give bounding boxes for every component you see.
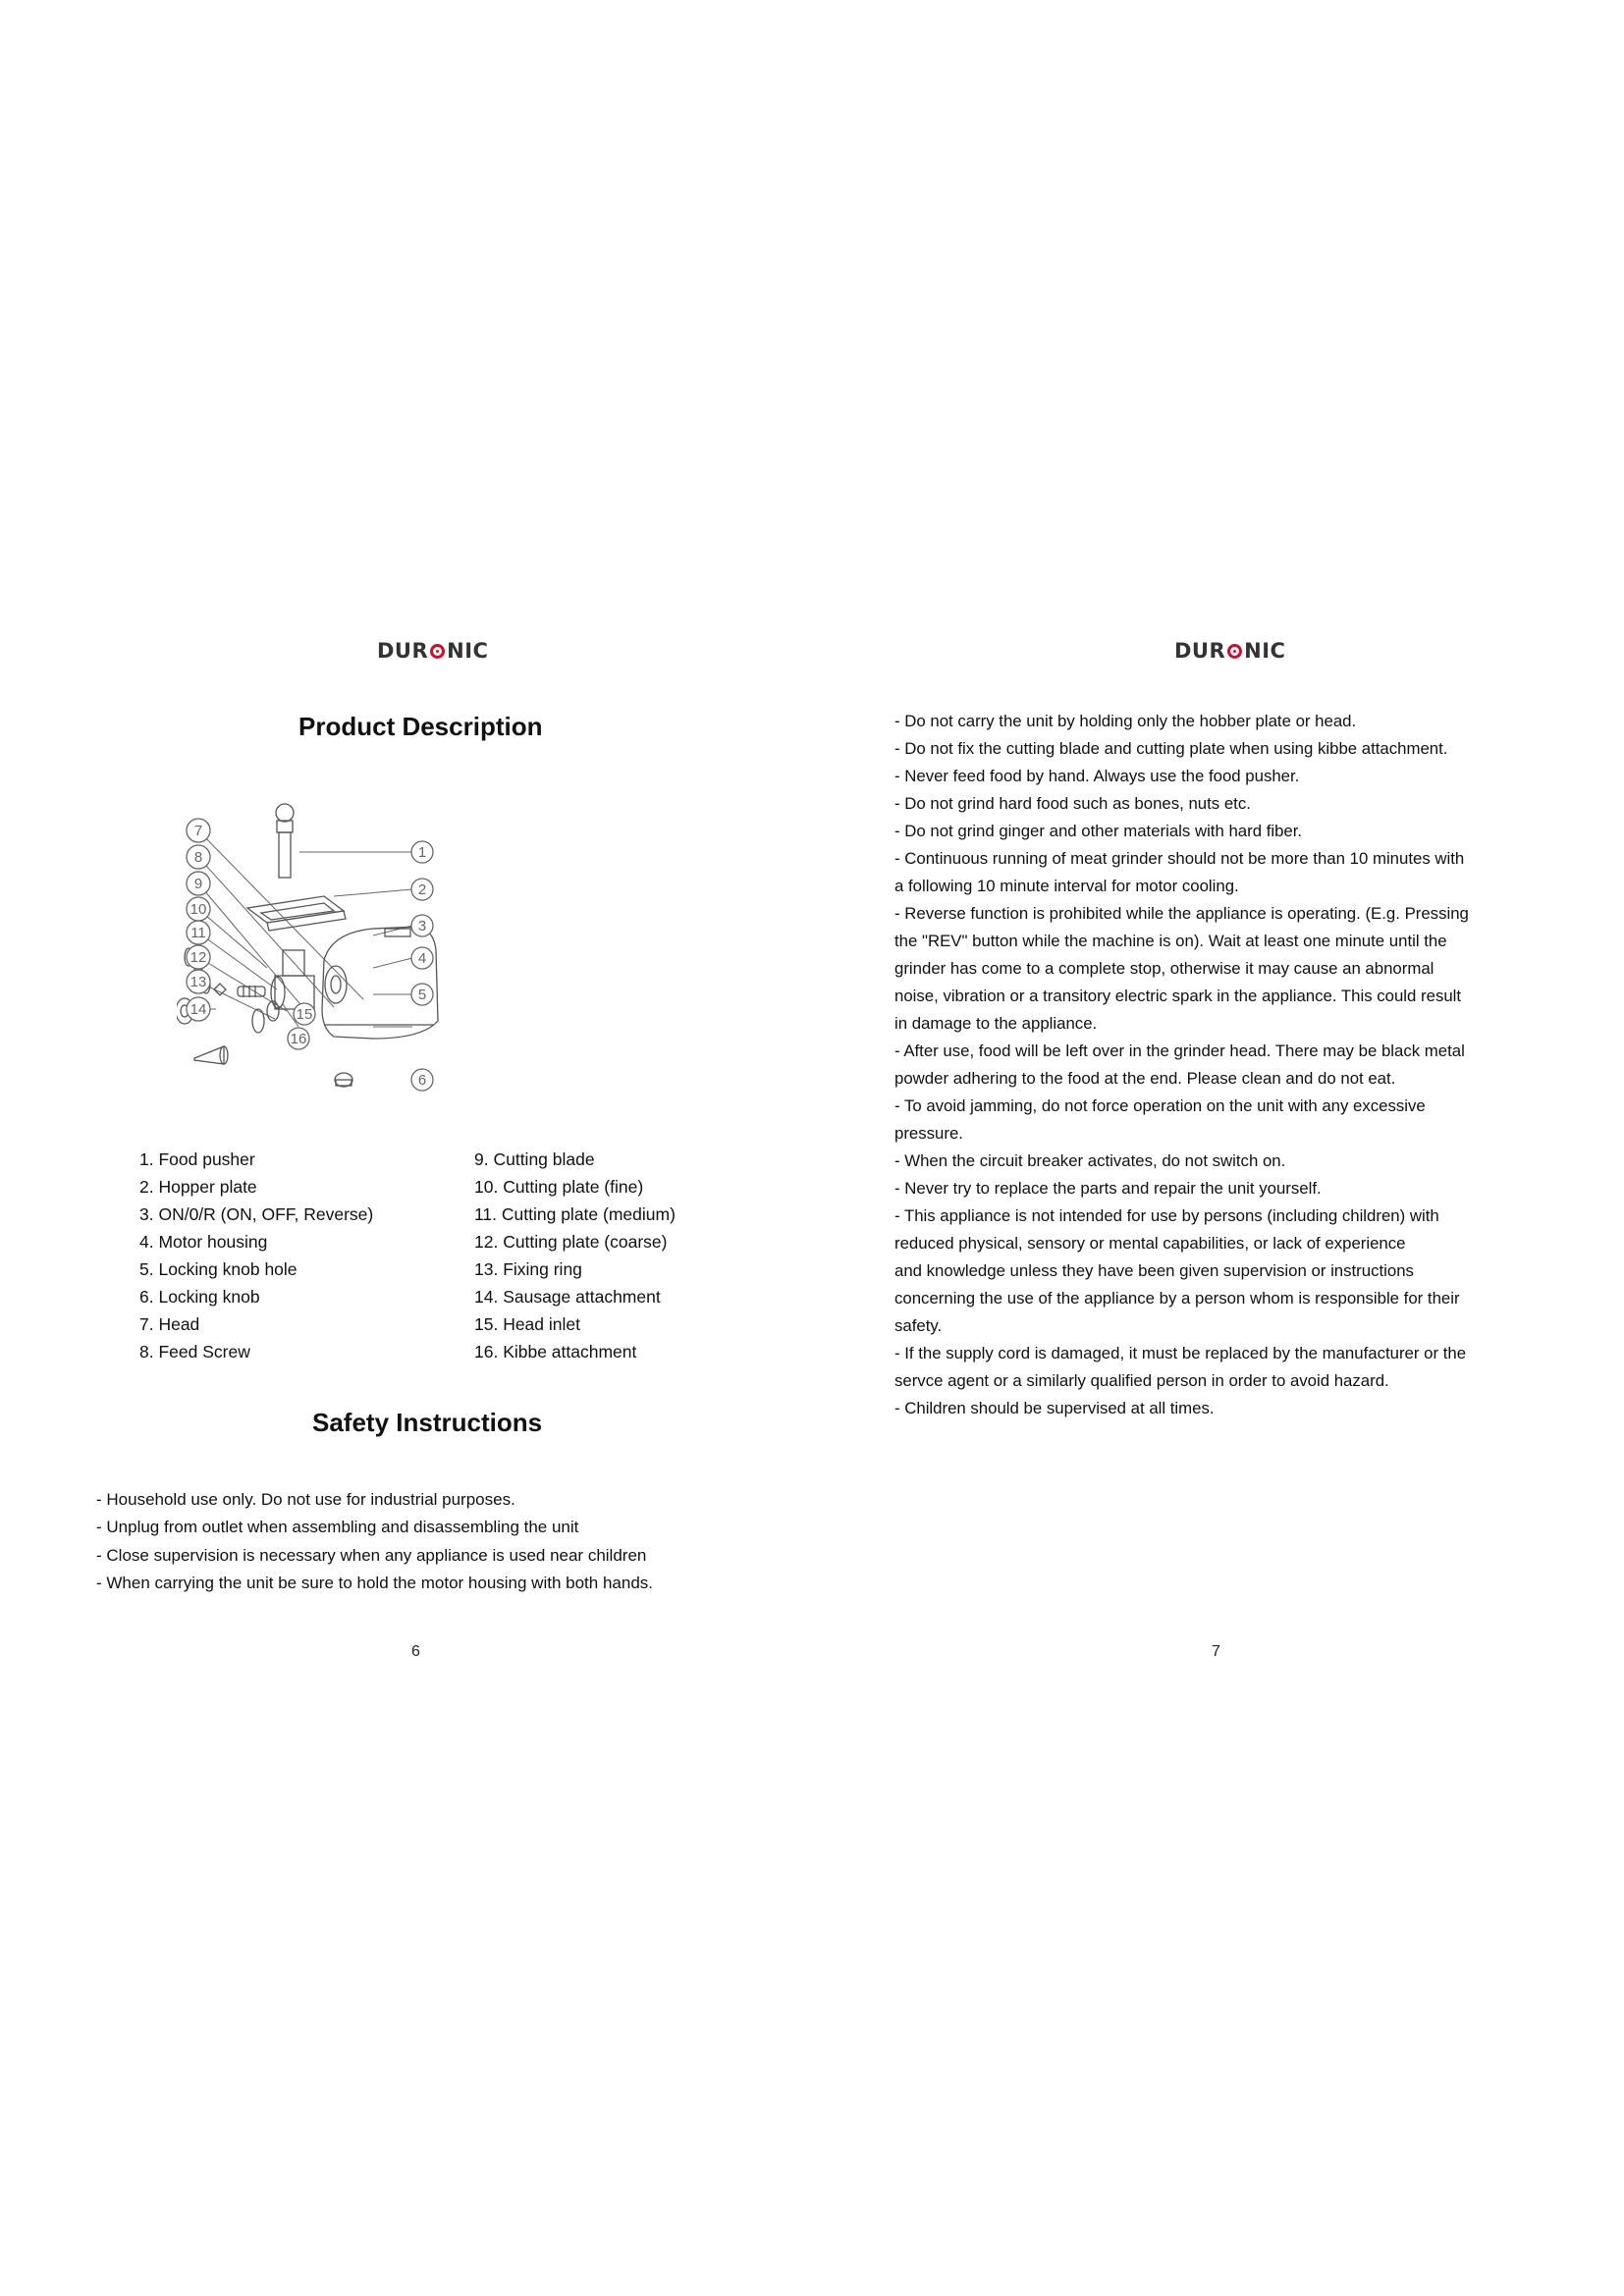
callout-6 [411, 1069, 433, 1091]
parts-list-item: 15. Head inlet [474, 1314, 580, 1334]
exploded-diagram [177, 803, 648, 1107]
safety-line: grinder has come to a complete stop, otherwise it may cause an abnormal [894, 959, 1435, 978]
safety-line: pressure. [894, 1124, 963, 1143]
parts-list-right [474, 1146, 676, 1365]
parts-list-item: 2. Hopper plate [139, 1177, 257, 1197]
safety-item: - Household use only. Do not use for industrial purposes. [96, 1490, 515, 1509]
svg-text:2: 2 [417, 881, 427, 898]
svg-text:4: 4 [417, 950, 427, 967]
svg-text:13: 13 [189, 974, 207, 990]
parts-list-item: 11. Cutting plate (medium) [474, 1204, 676, 1224]
svg-text:14: 14 [189, 1001, 207, 1018]
safety-line: in damage to the appliance. [894, 1014, 1098, 1033]
parts-list-item: 13. Fixing ring [474, 1259, 582, 1279]
safety-line: - When the circuit breaker activates, do not switch on. [894, 1151, 1286, 1170]
callout-2 [411, 879, 433, 900]
logo-prefix: DUR [1174, 639, 1226, 663]
parts-list-item: 6. Locking knob [139, 1287, 260, 1307]
safety-line: - Never feed food by hand. Always use the food pusher. [894, 767, 1300, 785]
callout-1 [411, 841, 433, 863]
food-pusher-drawing [276, 804, 294, 878]
brand-logo [1174, 639, 1285, 663]
parts-list-item: 14. Sausage attachment [474, 1287, 661, 1307]
svg-text:3: 3 [417, 918, 427, 934]
svg-text:1: 1 [417, 844, 427, 861]
hopper-plate-drawing [247, 896, 346, 931]
safety-item: - When carrying the unit be sure to hold the motor housing with both hands. [96, 1573, 653, 1592]
safety-line: reduced physical, sensory or mental capabilities, or lack of experience [894, 1234, 1406, 1253]
svg-text:15: 15 [296, 1006, 313, 1023]
svg-text:9: 9 [193, 876, 203, 892]
parts-list-item: 4. Motor housing [139, 1232, 268, 1252]
logo-prefix: DUR [377, 639, 429, 663]
callout-9 [187, 872, 210, 895]
safety-line: - Continuous running of meat grinder should not be more than 10 minutes with [894, 849, 1465, 868]
safety-item: - Unplug from outlet when assembling and disassembling the unit [96, 1518, 579, 1537]
parts-list-item: 5. Locking knob hole [139, 1259, 298, 1279]
parts-list-item: 10. Cutting plate (fine) [474, 1177, 644, 1197]
svg-text:16: 16 [290, 1031, 307, 1047]
safety-instructions-title: Safety Instructions [312, 1408, 543, 1437]
safety-line: powder adhering to the food at the end. Please clean and do not eat. [894, 1069, 1396, 1088]
safety-line: - This appliance is not intended for use by persons (including children) with [894, 1206, 1439, 1225]
callout-13 [187, 970, 210, 993]
parts-list-item: 1. Food pusher [139, 1149, 255, 1169]
callout-7 [187, 819, 210, 842]
callout-16 [288, 1028, 309, 1049]
safety-line: safety. [894, 1316, 943, 1335]
parts-list-item: 16. Kibbe attachment [474, 1342, 637, 1362]
safety-item: - Close supervision is necessary when any appliance is used near children [96, 1545, 647, 1565]
logo-suffix: NIC [1244, 639, 1286, 663]
parts-list-left [139, 1146, 373, 1365]
safety-line: concerning the use of the appliance by a person whom is responsible for their [894, 1289, 1460, 1308]
safety-line: and knowledge unless they have been given supervision or instructions [894, 1261, 1414, 1280]
safety-line: - Children should be supervised at all times. [894, 1399, 1215, 1417]
svg-text:6: 6 [417, 1072, 427, 1089]
safety-line: - To avoid jamming, do not force operation on the unit with any excessive [894, 1096, 1426, 1115]
callout-3 [411, 915, 433, 936]
callout-10 [187, 897, 210, 921]
parts-list-item: 7. Head [139, 1314, 200, 1334]
parts-list-item: 12. Cutting plate (coarse) [474, 1232, 668, 1252]
brand-logo [377, 639, 488, 663]
callout-11 [187, 921, 210, 944]
logo-suffix: NIC [447, 639, 489, 663]
page-right [812, 0, 1624, 2296]
page-number: 6 [411, 1643, 420, 1660]
safety-line: the "REV" button while the machine is on). Wait at least one minute until the [894, 932, 1447, 950]
logo-o-mark [430, 644, 445, 659]
svg-text:12: 12 [189, 949, 207, 966]
callout-14 [187, 997, 210, 1021]
callout-8 [187, 845, 210, 869]
svg-text:10: 10 [189, 901, 207, 918]
safety-line: - Do not fix the cutting blade and cutting plate when using kibbe attachment. [894, 739, 1448, 758]
callout-5 [411, 984, 433, 1005]
safety-line: - Do not grind ginger and other materials with hard fiber. [894, 822, 1303, 840]
svg-text:8: 8 [193, 849, 203, 866]
motor-housing-drawing [322, 927, 438, 1039]
parts-list-item: 3. ON/0/R (ON, OFF, Reverse) [139, 1204, 374, 1224]
parts-list-item: 8. Feed Screw [139, 1342, 250, 1362]
safety-line: a following 10 minute interval for motor cooling. [894, 877, 1239, 895]
sausage-attachment-drawing [194, 1046, 228, 1064]
safety-line: servce agent or a similarly qualified person in order to avoid hazard. [894, 1371, 1389, 1390]
logo-o-mark [1227, 644, 1242, 659]
svg-text:11: 11 [190, 925, 206, 941]
safety-line: - Do not grind hard food such as bones, nuts etc. [894, 794, 1251, 813]
safety-line: - Reverse function is prohibited while the appliance is operating. (E.g. Pressing [894, 904, 1469, 923]
parts-list-item: 9. Cutting blade [474, 1149, 595, 1169]
callout-15 [294, 1003, 315, 1025]
safety-line: - Never try to replace the parts and repair the unit yourself. [894, 1179, 1322, 1198]
safety-line: - Do not carry the unit by holding only the hobber plate or head. [894, 712, 1357, 730]
safety-list-right [894, 708, 1469, 1422]
safety-line: - If the supply cord is damaged, it must be replaced by the manufacturer or the [894, 1344, 1467, 1362]
callout-12 [187, 945, 210, 969]
safety-list-left [96, 1486, 725, 1597]
safety-line: noise, vibration or a transitory electric spark in the appliance. This could result [894, 987, 1462, 1005]
svg-text:7: 7 [193, 823, 203, 839]
product-description-title: Product Description [298, 712, 543, 741]
head-drawing [271, 950, 314, 1009]
svg-text:5: 5 [417, 987, 427, 1003]
locking-knob-drawing [335, 1073, 352, 1087]
safety-line: - After use, food will be left over in the grinder head. There may be black metal [894, 1041, 1465, 1060]
callout-4 [411, 947, 433, 969]
page-number: 7 [1212, 1643, 1220, 1660]
